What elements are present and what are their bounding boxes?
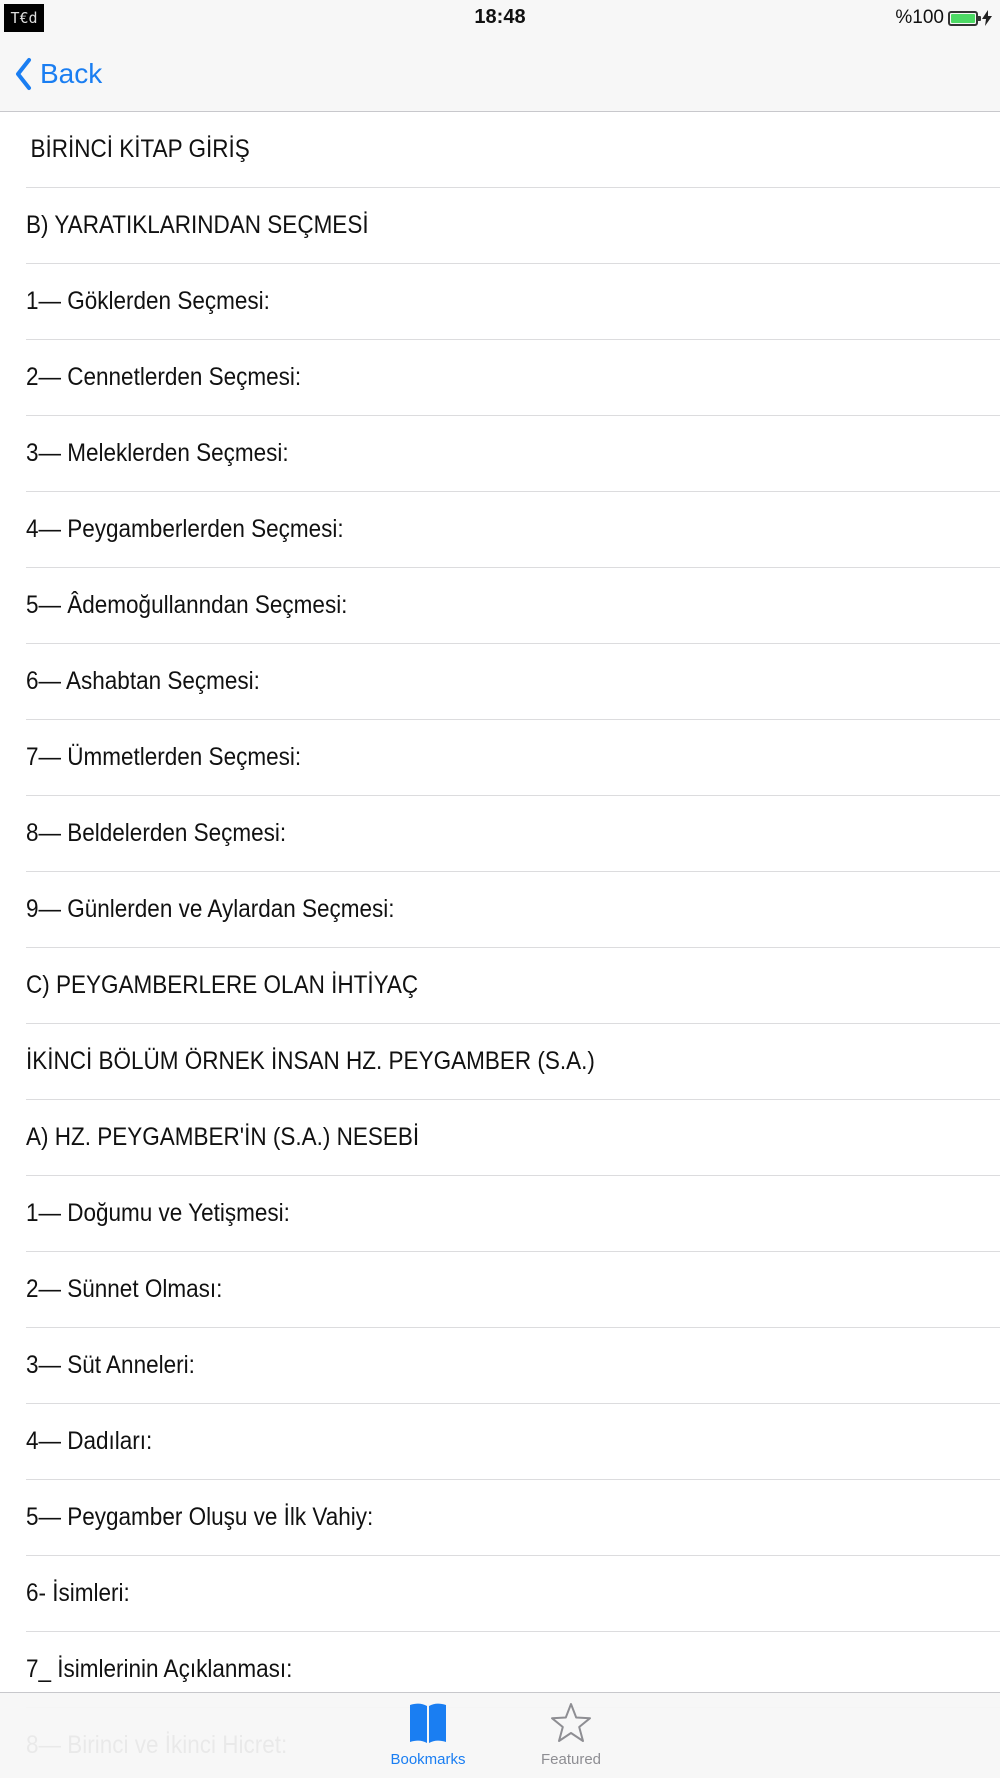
list-item[interactable] <box>26 1328 1000 1404</box>
list-item-label: C) PEYGAMBERLERE OLAN İHTİYAÇ <box>26 971 419 999</box>
list-item-label: 3— Meleklerden Seçmesi: <box>26 439 289 467</box>
list-item-label: 2— Cennetlerden Seçmesi: <box>26 363 302 391</box>
list-item[interactable] <box>26 1252 1000 1328</box>
list-item-label: 7— Ümmetlerden Seçmesi: <box>26 743 302 771</box>
list-item-label: 9— Günlerden ve Aylardan Seçmesi: <box>26 895 395 923</box>
table-of-contents-list <box>0 112 1000 1778</box>
list-item[interactable] <box>26 1176 1000 1252</box>
list-item-label: 5— Âdemoğullanndan Seçmesi: <box>26 591 348 619</box>
list-item-label: 6— Ashabtan Seçmesi: <box>26 667 260 695</box>
list-item[interactable] <box>26 568 1000 644</box>
list-item-label: 3— Süt Anneleri: <box>26 1351 195 1379</box>
list-item-label: 5— Peygamber Oluşu ve İlk Vahiy: <box>26 1503 374 1531</box>
list-item[interactable] <box>26 1100 1000 1176</box>
list-item-label: 4— Dadıları: <box>26 1427 153 1455</box>
list-item-label: 1— Göklerden Seçmesi: <box>26 287 270 315</box>
list-item[interactable] <box>26 112 1000 188</box>
list-item-label: 7_ İsimlerinin Açıklanması: <box>26 1655 293 1683</box>
list-item[interactable] <box>26 492 1000 568</box>
battery-fill <box>951 14 975 23</box>
book-icon <box>407 1701 449 1745</box>
list-item[interactable] <box>26 1404 1000 1480</box>
list-item-label: A) HZ. PEYGAMBER'İN (S.A.) NESEBİ <box>26 1123 420 1151</box>
list-item[interactable] <box>26 340 1000 416</box>
list-item[interactable] <box>26 1024 1000 1100</box>
carrier-label: T€d <box>4 4 44 32</box>
battery-percent: %100 <box>895 7 944 28</box>
list-item[interactable] <box>26 796 1000 872</box>
list-item-label: 6- İsimleri: <box>26 1579 130 1607</box>
tab-label-featured: Featured <box>540 1751 602 1768</box>
tab-bookmarks[interactable] <box>368 1701 488 1768</box>
battery-indicator <box>895 6 992 30</box>
list-item[interactable] <box>26 720 1000 796</box>
bolt-icon <box>982 10 992 26</box>
list-item-label: 2— Sünnet Olması: <box>26 1275 223 1303</box>
list-item[interactable] <box>26 416 1000 492</box>
list-item[interactable] <box>26 188 1000 264</box>
list-item-label: B) YARATIKLARINDAN SEÇMESİ <box>26 211 369 239</box>
list-item-label: BİRİNCİ KİTAP GİRİŞ <box>30 135 250 163</box>
tab-label-bookmarks: Bookmarks <box>390 1751 466 1768</box>
list-item[interactable] <box>26 1556 1000 1632</box>
back-label: Back <box>40 58 103 89</box>
list-item[interactable] <box>26 644 1000 720</box>
list-item[interactable] <box>26 1480 1000 1556</box>
list-item-label: 1— Doğumu ve Yetişmesi: <box>26 1199 290 1227</box>
tab-featured[interactable] <box>511 1701 631 1768</box>
list-item-label: 4— Peygamberlerden Seçmesi: <box>26 515 344 543</box>
star-icon <box>550 1701 592 1745</box>
list-item[interactable] <box>26 264 1000 340</box>
chevron-left-icon <box>14 57 32 91</box>
list-item-label: 8— Beldelerden Seçmesi: <box>26 819 287 847</box>
status-bar <box>0 0 1000 36</box>
list-item[interactable] <box>26 948 1000 1024</box>
battery-icon <box>948 11 978 26</box>
tab-bar <box>0 1692 1000 1778</box>
status-time: 18:48 <box>474 6 526 28</box>
list-item[interactable] <box>26 872 1000 948</box>
navigation-bar <box>0 36 1000 112</box>
list-item-label: İKİNCİ BÖLÜM ÖRNEK İNSAN HZ. PEYGAMBER (S.A.) <box>26 1047 595 1075</box>
back-button[interactable] <box>14 54 102 94</box>
